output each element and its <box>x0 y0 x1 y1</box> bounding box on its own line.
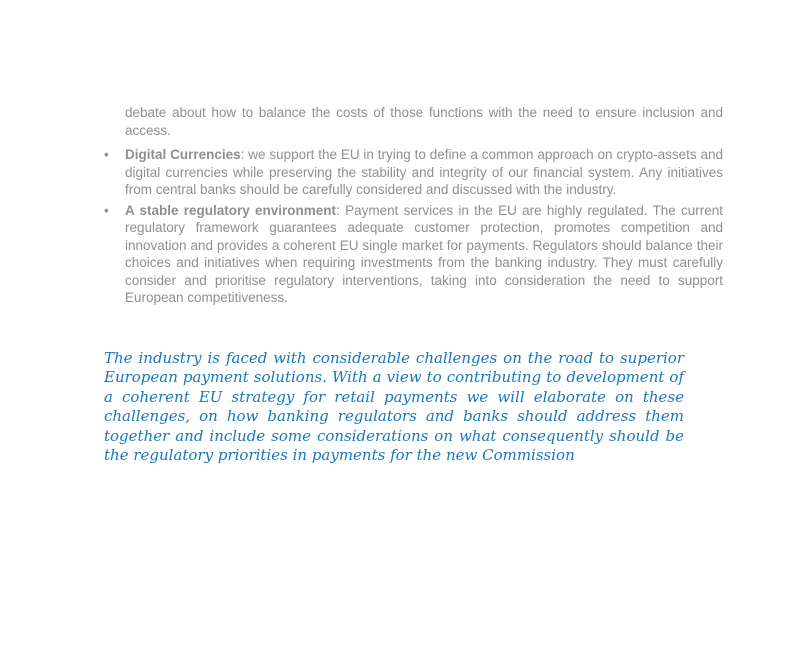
text-content <box>104 104 723 466</box>
highlight-paragraph: The industry is faced with considerable challenges on the road to superior European payment solutions. With a view to contributing to development of a coherent EU strategy for retail payments we will elaborate on these challenges, on how banking regulators and banks should address them together and include some considerations on what consequently should be the regulatory priorities in payments for the new Commission <box>104 348 684 464</box>
bullet-item-digital-currencies <box>104 146 723 199</box>
bullet-icon: • <box>104 147 109 162</box>
bullet-text-digital-currencies: : we support the EU in trying to define a common approach on crypto-assets and digital currencies while preserving the stability and integrity of our financial system. Any initiatives from central banks should be carefully considered and discussed with the industry. <box>125 147 723 197</box>
bullet-icon: • <box>104 202 109 218</box>
bullet-item-stable-regulatory-environment <box>104 202 723 307</box>
bullet-text-stable-regulatory-environment: : Payment services in the EU are highly regulated. The current regulatory framework guarantees adequate customer protection, promotes competition and innovation and provides a coherent EU single market for payments. Regulators should balance their choices and initiatives when requiring investments from the banking industry. They must carefully consider and prioritise regulatory interventions, taking into consideration the need to support European competitiveness. <box>125 202 723 305</box>
bullet-list <box>104 146 723 307</box>
intro-paragraph: debate about how to balance the costs of those functions with the need to ensure inclusion and access. <box>125 105 723 138</box>
bullet-lead-digital-currencies: Digital Currencies <box>125 147 241 162</box>
bullet-lead-stable-regulatory-environment: A stable regulatory environment <box>125 202 337 218</box>
